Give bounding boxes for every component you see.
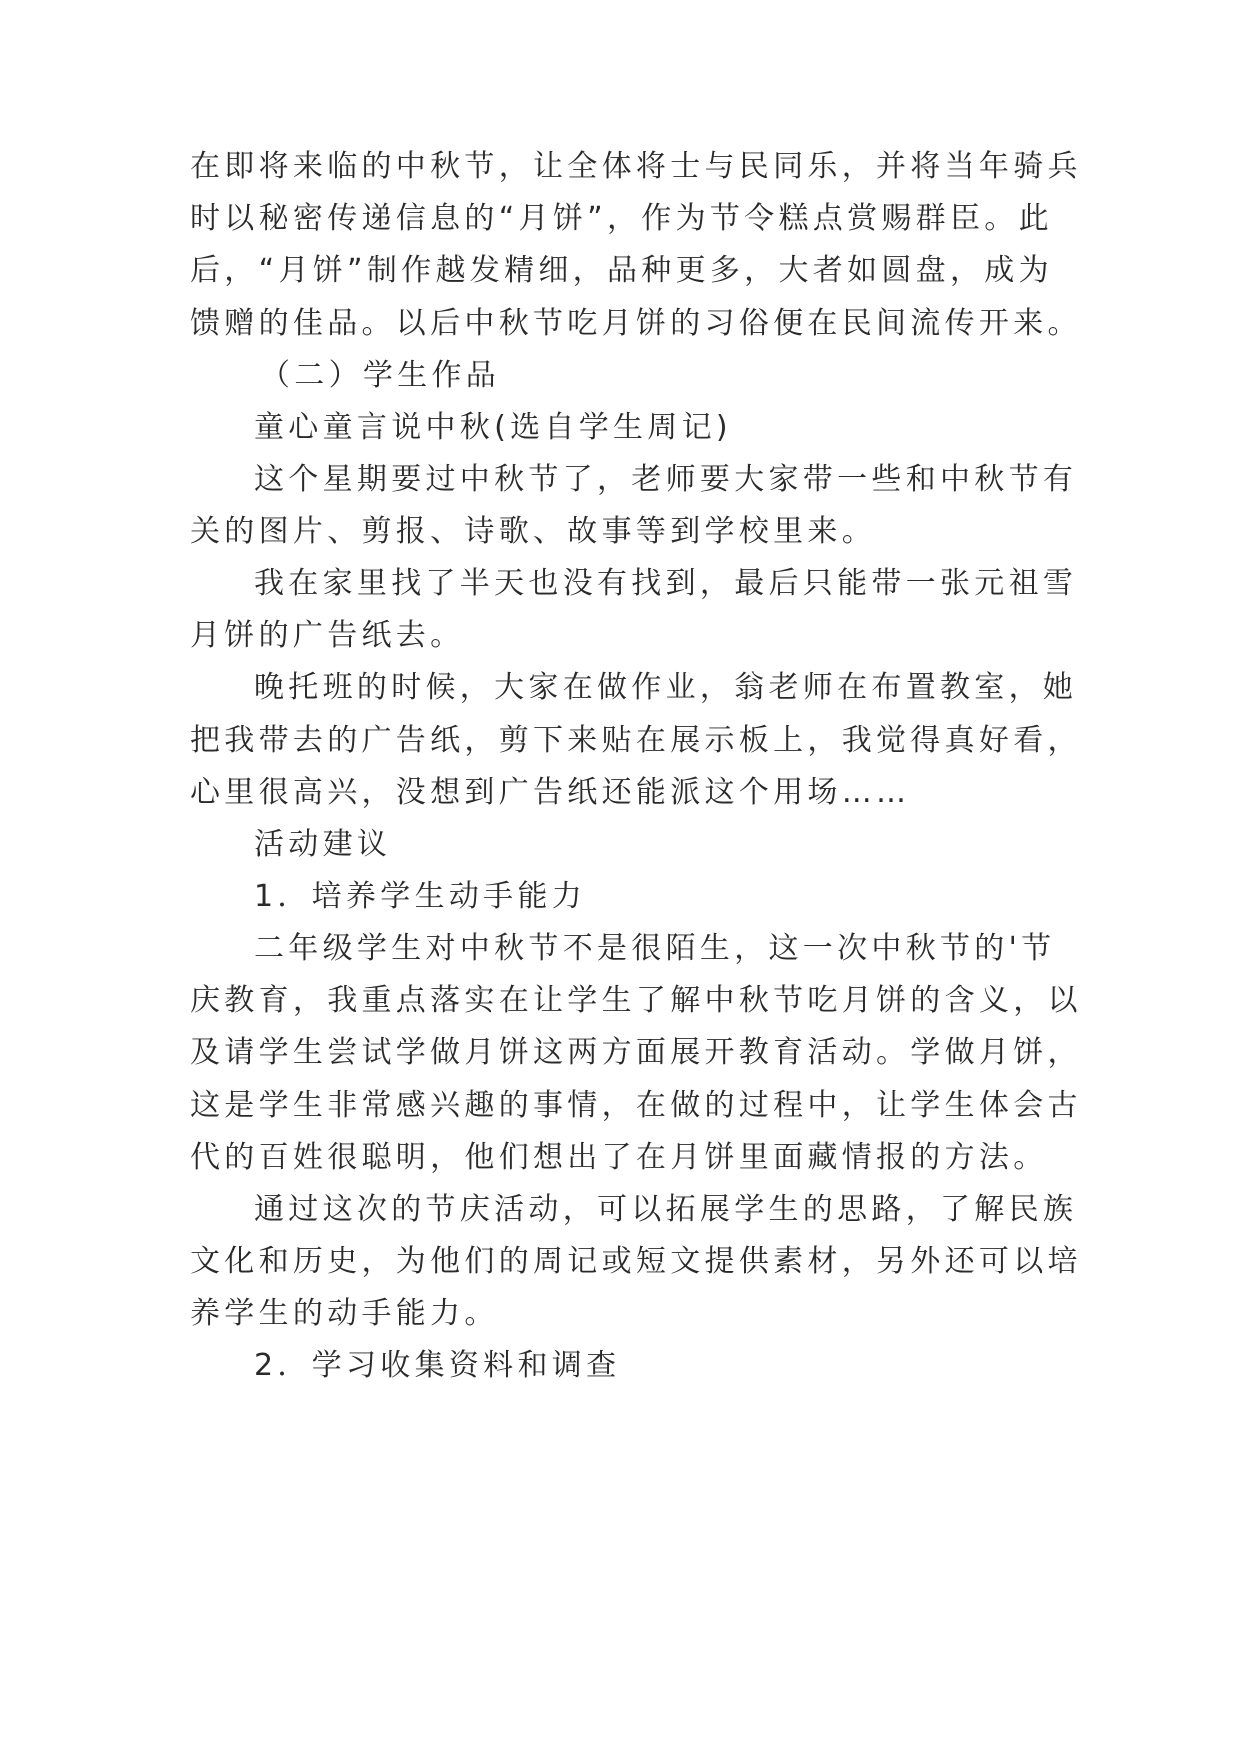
paragraph-line: 这是学生非常感兴趣的事情，在做的过程中，让学生体会古 <box>190 1088 1082 1123</box>
paragraph-line: 月饼的广告纸去。 <box>190 618 465 653</box>
list-item-heading: 2．学习收集资料和调查 <box>254 1348 621 1383</box>
paragraph-line: 我在家里找了半天也没有找到，最后只能带一张元祖雪 <box>254 566 1078 601</box>
paragraph-line: 二年级学生对中秋节不是很陌生，这一次中秋节的'节 <box>254 931 1056 966</box>
paragraph-line: 通过这次的节庆活动，可以拓展学生的思路，了解民族 <box>254 1192 1078 1227</box>
article-title: 童心童言说中秋(选自学生周记) <box>254 410 732 445</box>
paragraph-line: 文化和历史，为他们的周记或短文提供素材，另外还可以培 <box>190 1244 1082 1279</box>
paragraph-line: 代的百姓很聪明，他们想出了在月饼里面藏情报的方法。 <box>190 1140 1048 1175</box>
paragraph-line: 这个星期要过中秋节了，老师要大家带一些和中秋节有 <box>254 462 1078 497</box>
paragraph-line: 时以秘密传递信息的“月饼”，作为节令糕点赏赐群臣。此 <box>190 201 1053 236</box>
paragraph-line: 庆教育，我重点落实在让学生了解中秋节吃月饼的含义，以 <box>190 983 1082 1018</box>
list-item-heading: 1．培养学生动手能力 <box>254 879 587 914</box>
section-heading: （二）学生作品 <box>260 358 501 393</box>
paragraph-line: 及请学生尝试学做月饼这两方面展开教育活动。学做月饼， <box>190 1035 1082 1070</box>
section-heading: 活动建议 <box>254 827 392 862</box>
paragraph-line: 晚托班的时候，大家在做作业，翁老师在布置教室，她 <box>254 670 1078 705</box>
paragraph-line: 养学生的动手能力。 <box>190 1296 499 1331</box>
paragraph-line: 关的图片、剪报、诗歌、故事等到学校里来。 <box>190 514 876 549</box>
paragraph-line: 馈赠的佳品。以后中秋节吃月饼的习俗便在民间流传开来。 <box>190 306 1082 341</box>
paragraph-line: 在即将来临的中秋节，让全体将士与民同乐，并将当年骑兵 <box>190 149 1082 184</box>
paragraph-line: 把我带去的广告纸，剪下来贴在展示板上，我觉得真好看， <box>190 723 1082 758</box>
paragraph-line: 心里很高兴，没想到广告纸还能派这个用场…… <box>190 775 911 810</box>
paragraph-line: 后，“月饼”制作越发精细，品种更多，大者如圆盘，成为 <box>190 253 1053 288</box>
